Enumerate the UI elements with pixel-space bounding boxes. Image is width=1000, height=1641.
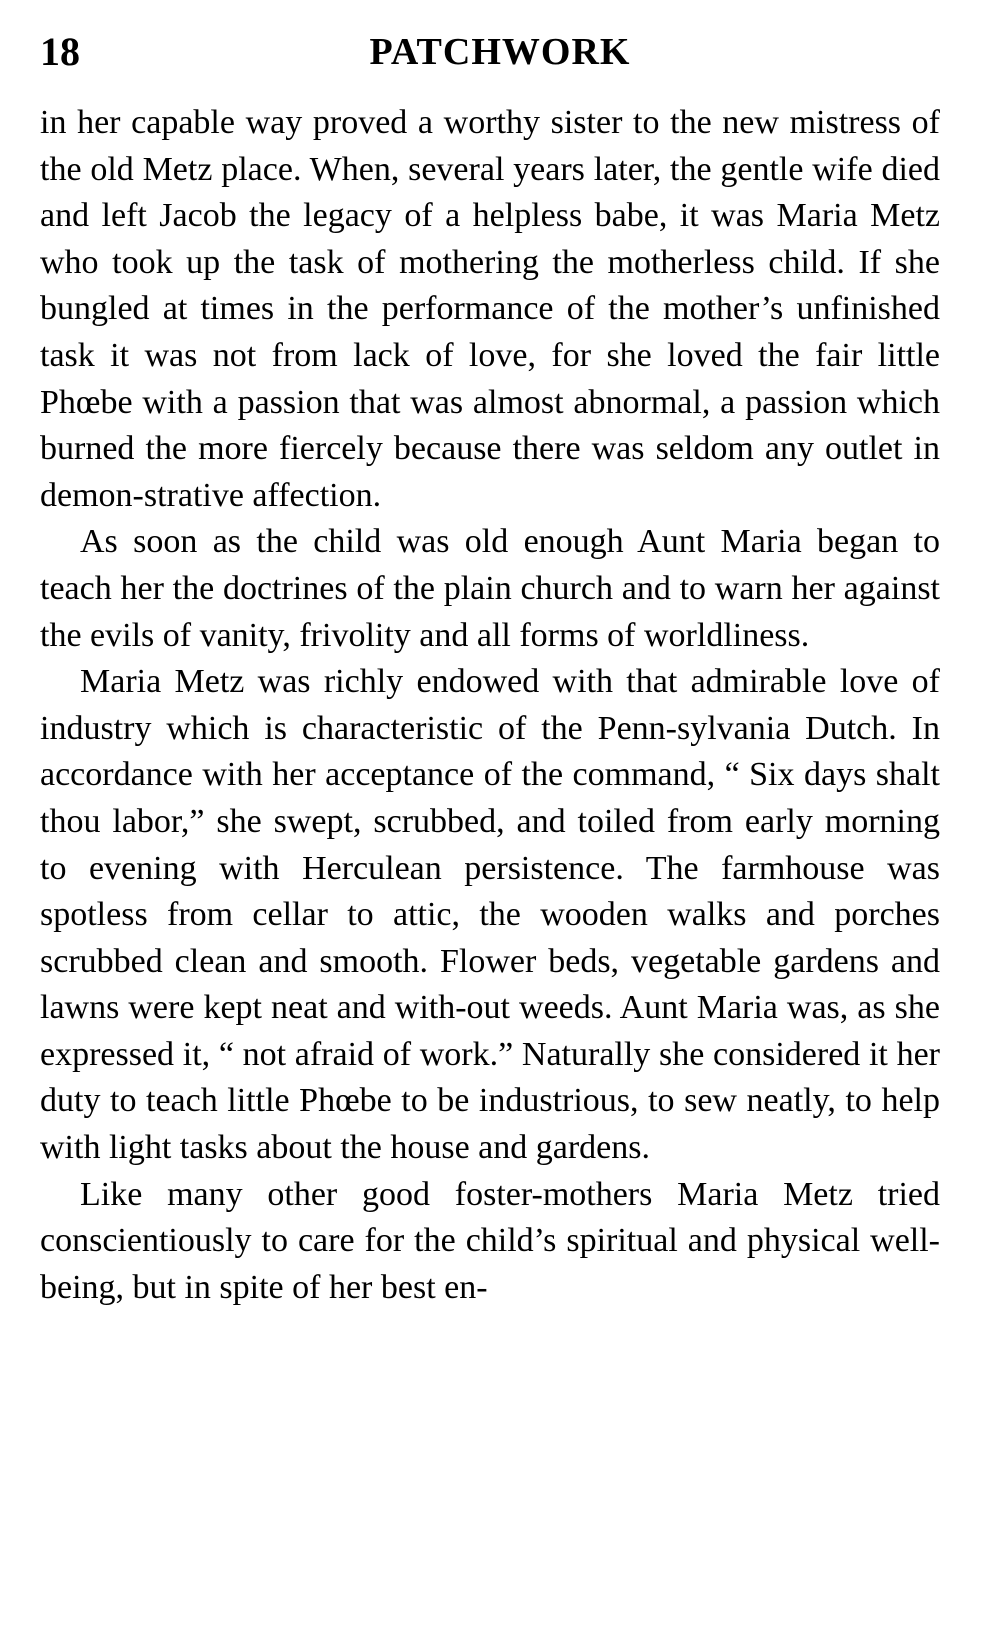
paragraph-continued: in her capable way proved a worthy sister to the new mistress of the old Metz place. When, several years later, the gentle wife died and left Jacob the legacy of a helpless babe, it was Maria Metz who took up the task of mothering the motherless child. If she bungled at times in the performance of the mother’s unfinished task it was not from lack of love, for she loved the fair little Phœbe with a passion that was almost abnormal, a passion which burned the more fiercely because there was seldom any outlet in demon-strative affection. (40, 104, 940, 514)
paragraph: As soon as the child was old enough Aunt Maria began to teach her the doctrines of the plain church and to warn her against the evils of vanity, frivolity and all forms of worldliness. (40, 523, 940, 654)
body-text (40, 100, 940, 1311)
paragraph: Maria Metz was richly endowed with that admirable love of industry which is characteristic of the Penn-sylvania Dutch. In accordance with her acceptance of the command, “ Six days shalt thou labor,” she swept, scrubbed, and toiled from early morning to evening with Herculean persistence. The farmhouse was spotless from cellar to attic, the wooden walks and porches scrubbed clean and smooth. Flower beds, vegetable gardens and lawns were kept neat and with-out weeds. Aunt Maria was, as she expressed it, “ not afraid of work.” Naturally she considered it her duty to teach little Phœbe to be industrious, to sew neatly, to help with light tasks about the house and gardens. (40, 663, 940, 1167)
page-header (40, 22, 960, 82)
page-number: 18 (40, 29, 80, 74)
running-title: PATCHWORK (369, 31, 631, 73)
paragraph: Like many other good foster-mothers Maria Metz tried conscientiously to care for the child’s spiritual and physical well-being, but in spite of her best en- (40, 1175, 940, 1306)
